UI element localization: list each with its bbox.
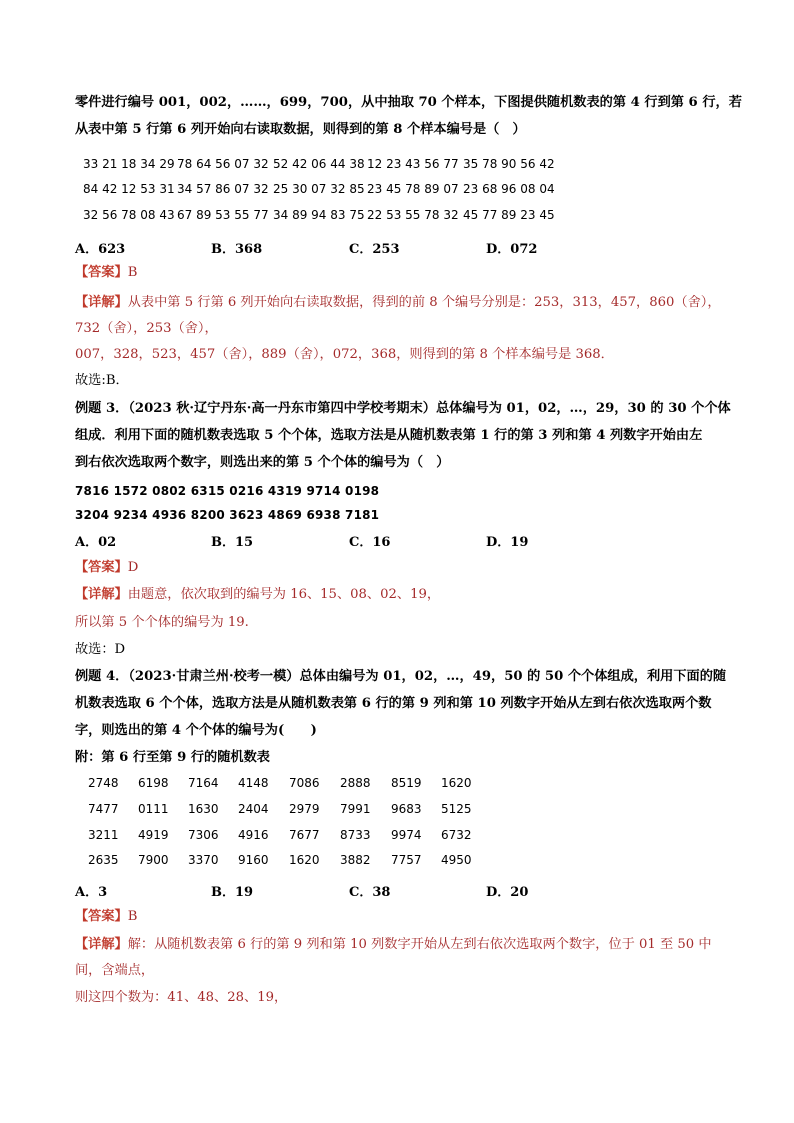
table-cell: 6732 — [441, 828, 472, 842]
q2-stem-line1: 零件进行编号 001，002，……，699，700，从中抽取 70 个样本，下图提供随机数表的第 4 行到第 6 行，若 — [75, 95, 742, 110]
table-cell: 35 78 90 56 42 — [463, 157, 555, 171]
q3-answer — [75, 559, 138, 577]
table-cell: 2635 — [88, 853, 119, 867]
table-cell: 9974 — [391, 828, 422, 842]
q4-stem-line2: 机数表选取 6 个个体，选取方法是从随机数表第 6 行的第 9 列和第 10 列数字开始从左到右依次选取两个数 — [75, 696, 712, 711]
table-cell: 8733 — [340, 828, 371, 842]
q4-detail-line3: 则这四个数为：41、48、28、19， — [75, 990, 288, 1005]
detail-text: 解：从随机数表第 6 行的第 9 列和第 10 列数字开始从左到右依次选取两个数字，位于 01 至 50 中 — [127, 937, 712, 952]
table-cell: 8519 — [391, 776, 422, 790]
table-cell: 1620 — [289, 853, 320, 867]
detail-text: 从表中第 5 行第 6 列开始向右读取数据，得到的前 8 个编号分别是：253，313，457，860（舍）， — [127, 295, 721, 310]
q2-conclusion: 故选:B． — [75, 373, 129, 388]
q4-stem-line3: 字，则选出的第 4 个个体的编号为( ) — [75, 723, 317, 738]
table-cell: 7757 — [391, 853, 422, 867]
answer-label: 【答案】 — [75, 265, 128, 280]
q3-detail-line1 — [75, 586, 440, 604]
detail-label: 【详解】 — [75, 587, 128, 602]
answer-value: B — [127, 265, 138, 280]
table-cell: 23 68 96 08 04 — [463, 182, 555, 196]
q4-table-caption: 附：第 6 行至第 9 行的随机数表 — [75, 750, 270, 765]
table-cell: 7086 — [289, 776, 320, 790]
table-cell: 34 57 86 07 32 — [177, 182, 269, 196]
table-cell: 4919 — [138, 828, 169, 842]
q3-stem-line1: 例题 3．（2023 秋·辽宁丹东·高一丹东市第四中学校考期末）总体编号为 01，02，…，29，30 的 30 个个体 — [75, 401, 731, 416]
table-cell: 22 53 55 78 32 — [367, 208, 459, 222]
table-cell: 2979 — [289, 802, 320, 816]
answer-value: B — [127, 909, 138, 924]
table-cell: 45 77 89 23 45 — [463, 208, 555, 222]
table-cell: 67 89 53 55 77 — [177, 208, 269, 222]
q3-option-c: C．16 — [349, 535, 391, 550]
table-cell: 1630 — [188, 802, 219, 816]
table-cell: 34 89 94 83 75 — [273, 208, 365, 222]
table-cell: 0111 — [138, 802, 169, 816]
table-cell: 2748 — [88, 776, 119, 790]
detail-label: 【详解】 — [75, 937, 128, 952]
table-cell: 33 21 18 34 29 — [83, 157, 175, 171]
q3-table-row2: 3204 9234 4936 8200 3623 4869 6938 7181 — [75, 508, 380, 522]
q2-stem-line2: 从表中第 5 行第 6 列开始向右读取数据，则得到的第 8 个样本编号是（ ） — [75, 122, 526, 137]
table-cell: 9683 — [391, 802, 422, 816]
table-cell: 4916 — [238, 828, 269, 842]
q2-answer — [75, 264, 137, 282]
table-cell: 32 56 78 08 43 — [83, 208, 175, 222]
table-cell: 23 45 78 89 07 — [367, 182, 459, 196]
q4-stem-line1: 例题 4．（2023·甘肃兰州·校考一模）总体由编号为 01，02，…，49，50 的 50 个个体组成，利用下面的随 — [75, 669, 727, 684]
q2-detail-line2: 732（舍），253（舍）， — [75, 321, 218, 336]
q3-table-row1: 7816 1572 0802 6315 0216 4319 9714 0198 — [75, 484, 380, 498]
table-cell: 3211 — [88, 828, 119, 842]
q4-answer — [75, 908, 137, 926]
q3-conclusion: 故选：D — [75, 642, 126, 657]
q4-option-b: B．19 — [211, 885, 254, 900]
q2-detail-line1 — [75, 294, 721, 312]
answer-label: 【答案】 — [75, 909, 128, 924]
q4-option-a: A．3 — [75, 885, 108, 900]
q2-option-b: B．368 — [211, 242, 263, 257]
q4-detail-line1 — [75, 936, 712, 954]
table-cell: 4148 — [238, 776, 269, 790]
q2-option-d: D．072 — [486, 242, 538, 257]
q3-stem-line3: 到右依次选取两个数字，则选出来的第 5 个个体的编号为（ ） — [75, 455, 450, 470]
table-cell: 7677 — [289, 828, 320, 842]
table-cell: 7164 — [188, 776, 219, 790]
detail-text: 由题意，依次取到的编号为 16、15、08、02、19， — [127, 587, 441, 602]
table-cell: 7477 — [88, 802, 119, 816]
table-cell: 2888 — [340, 776, 371, 790]
table-cell: 25 30 07 32 85 — [273, 182, 365, 196]
table-cell: 7991 — [340, 802, 371, 816]
table-cell: 84 42 12 53 31 — [83, 182, 175, 196]
answer-value: D — [127, 560, 139, 575]
q3-option-a: A．02 — [75, 535, 117, 550]
q3-stem-line2: 组成．利用下面的随机数表选取 5 个个体，选取方法是从随机数表第 1 行的第 3 列和第 4 列数字开始由左 — [75, 428, 703, 443]
q4-option-d: D．20 — [486, 885, 529, 900]
table-cell: 78 64 56 07 32 — [177, 157, 269, 171]
table-cell: 4950 — [441, 853, 472, 867]
table-cell: 3882 — [340, 853, 371, 867]
q2-option-c: C．253 — [349, 242, 400, 257]
table-cell: 1620 — [441, 776, 472, 790]
table-cell: 9160 — [238, 853, 269, 867]
q3-option-b: B．15 — [211, 535, 254, 550]
q2-detail-line3: 007，328，523，457（舍），889（舍），072，368，则得到的第 8 个样本编号是 368． — [75, 347, 614, 362]
q4-option-c: C．38 — [349, 885, 391, 900]
table-cell: 7900 — [138, 853, 169, 867]
table-cell: 5125 — [441, 802, 472, 816]
q3-option-d: D．19 — [486, 535, 529, 550]
table-cell: 52 42 06 44 38 — [273, 157, 365, 171]
q4-detail-line2: 间，含端点， — [75, 963, 155, 978]
detail-label: 【详解】 — [75, 295, 128, 310]
q3-detail-line2: 所以第 5 个个体的编号为 19. — [75, 615, 249, 630]
q2-option-a: A．623 — [75, 242, 126, 257]
answer-label: 【答案】 — [75, 560, 128, 575]
table-cell: 7306 — [188, 828, 219, 842]
table-cell: 12 23 43 56 77 — [367, 157, 459, 171]
table-cell: 6198 — [138, 776, 169, 790]
table-cell: 2404 — [238, 802, 269, 816]
table-cell: 3370 — [188, 853, 219, 867]
